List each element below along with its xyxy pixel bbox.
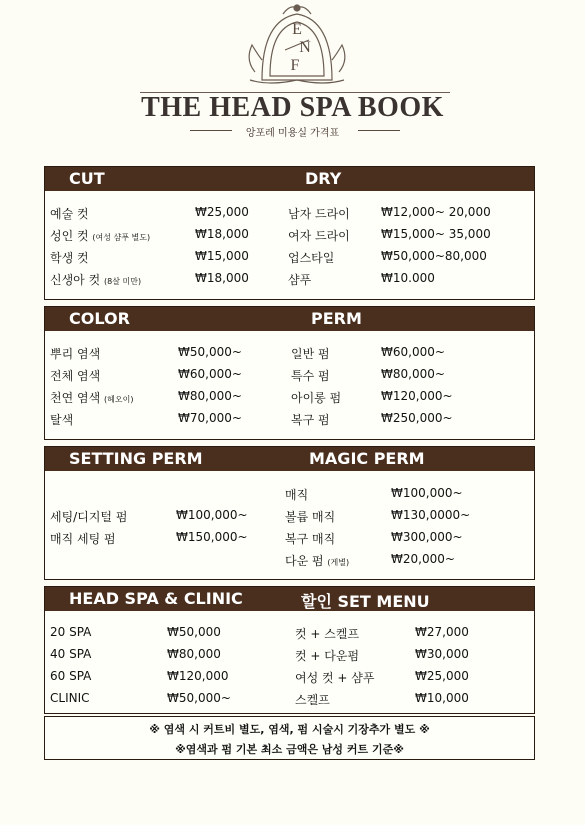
section-setting-magic-perm (44, 446, 535, 580)
item-name: 스켈프 (295, 693, 330, 707)
heading-dry: DRY (305, 169, 342, 188)
item-price: ₩50,000 (167, 625, 221, 639)
item-name: 볼륨 매직 (285, 510, 336, 524)
item-price: ₩10.000 (381, 271, 435, 285)
heading-magic-perm: MAGIC PERM (309, 449, 425, 468)
logo-letter-f: F (290, 57, 300, 74)
subtitle-rule-right (358, 130, 400, 131)
section-head-spa-set-menu (44, 586, 535, 714)
item-name: 여성 컷 + 샴푸 (295, 671, 375, 685)
item-name: 뿌리 염색 (50, 347, 101, 361)
item-name: 일반 펌 (291, 347, 330, 361)
item-name: 매직 (285, 488, 309, 502)
item-price: ₩50,000~ (178, 345, 242, 359)
note-line: ※ 염색 시 커트비 별도, 염색, 펌 시술시 기장추가 별도 ※ (149, 723, 430, 736)
item-price: ₩130,0000~ (391, 508, 471, 522)
item-price: ₩120,000 (167, 669, 229, 683)
item-name: 예술 컷 (50, 207, 89, 221)
item-name: 세팅/디지털 펌 (50, 510, 128, 524)
item-price: ₩100,000~ (176, 508, 248, 522)
item-price: ₩12,000~ 20,000 (381, 205, 491, 219)
logo-letter-n: N (299, 39, 311, 56)
item-price: ₩100,000~ (391, 486, 463, 500)
section-header-bar (45, 307, 534, 331)
section-color-perm (44, 306, 535, 440)
section-cut-dry (44, 166, 535, 300)
item-price: ₩50,000~80,000 (381, 249, 487, 263)
section-header-bar (45, 447, 534, 471)
item-price: ₩50,000~ (167, 691, 231, 705)
item-price: ₩18,000 (195, 271, 249, 285)
item-price: ₩25,000 (195, 205, 249, 219)
heading-setting-perm: SETTING PERM (69, 449, 203, 468)
item-price: ₩30,000 (415, 647, 469, 661)
item-price: ₩60,000~ (178, 367, 242, 381)
section-header-bar (45, 587, 534, 611)
item-name: 복구 매직 (285, 532, 336, 546)
page-title: THE HEAD SPA BOOK (141, 92, 444, 123)
heading-head-spa-clinic: HEAD SPA & CLINIC (69, 589, 243, 608)
item-name: 다운 펌 (게별) (285, 554, 350, 568)
item-name: 여자 드라이 (288, 229, 350, 243)
item-name: 아이롱 펌 (291, 391, 342, 405)
item-name: 컷 + 스켈프 (295, 627, 360, 641)
item-name: 신생아 컷 (8살 미만) (50, 273, 142, 287)
item-name: 60 SPA (50, 669, 92, 683)
item-name: 20 SPA (50, 625, 92, 639)
item-price: ₩80,000 (167, 647, 221, 661)
item-price: ₩150,000~ (176, 530, 248, 544)
item-price: ₩300,000~ (391, 530, 463, 544)
item-name: 남자 드라이 (288, 207, 350, 221)
item-price: ₩25,000 (415, 669, 469, 683)
item-price: ₩15,000~ 35,000 (381, 227, 491, 241)
heading-perm: PERM (311, 309, 362, 328)
item-price: ₩80,000~ (178, 389, 242, 403)
item-name: 매직 세팅 펌 (50, 532, 116, 546)
item-price: ₩18,000 (195, 227, 249, 241)
item-name: 복구 펌 (291, 413, 330, 427)
item-price: ₩250,000~ (381, 411, 453, 425)
item-price: ₩120,000~ (381, 389, 453, 403)
item-name: 성인 컷 (여성 샴푸 별도) (50, 229, 151, 243)
logo-letter-e: E (292, 21, 302, 38)
section-header-bar (45, 167, 534, 191)
item-price: ₩20,000~ (391, 552, 455, 566)
item-name: 천연 염색 (헤오이) (50, 391, 134, 405)
item-name: 탈색 (50, 413, 74, 427)
item-price: ₩10,000 (415, 691, 469, 705)
item-name: 특수 펌 (291, 369, 330, 383)
heading-cut: CUT (69, 169, 105, 188)
item-price: ₩15,000 (195, 249, 249, 263)
item-price: ₩60,000~ (381, 345, 445, 359)
item-name: 샴푸 (288, 273, 312, 287)
heading-set-menu: 할인 SET MENU (301, 592, 430, 611)
notes-box (44, 716, 535, 760)
item-price: ₩80,000~ (381, 367, 445, 381)
heading-color: COLOR (69, 309, 130, 328)
item-name: CLINIC (50, 691, 90, 705)
item-price: ₩70,000~ (178, 411, 242, 425)
item-name: 전체 염색 (50, 369, 101, 383)
page-subtitle: 앙포레 미용실 가격표 (245, 128, 340, 139)
item-name: 컷 + 다운펌 (295, 649, 360, 663)
note-line: ※염색과 펌 기본 최소 금액은 남성 커트 기준※ (175, 743, 404, 756)
item-name: 학생 컷 (50, 251, 89, 265)
item-name: 업스타일 (288, 251, 335, 265)
item-price: ₩27,000 (415, 625, 469, 639)
item-name: 40 SPA (50, 647, 92, 661)
